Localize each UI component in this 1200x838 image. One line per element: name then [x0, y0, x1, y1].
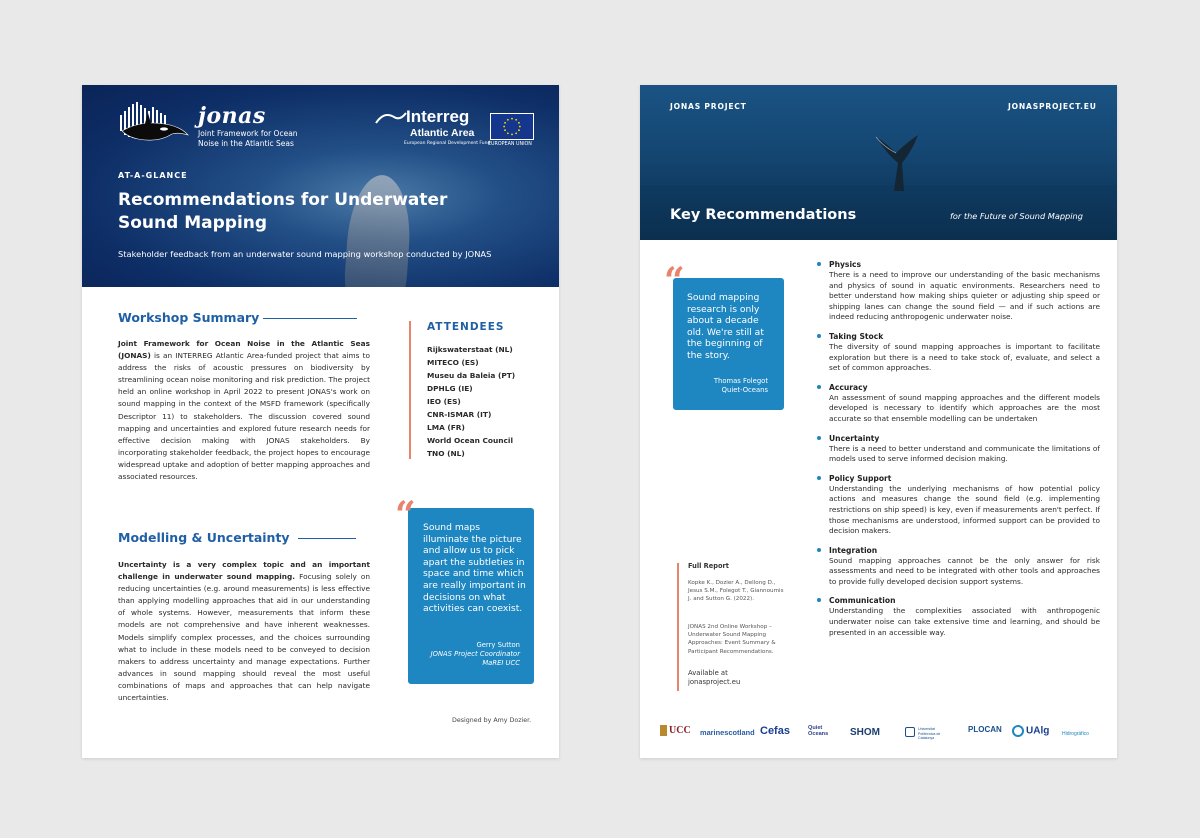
- whale-tail-icon: [872, 133, 922, 191]
- page-title: Key Recommendations: [670, 207, 857, 223]
- header-project-label: JONAS PROJECT: [670, 102, 747, 111]
- workshop-summary-text: [118, 338, 370, 483]
- kicker-label: AT-A-GLANCE: [118, 171, 188, 180]
- attendee-item: Museu da Baleia (PT): [427, 371, 516, 380]
- page-key-recommendations: [640, 85, 1117, 758]
- attendee-item: World Ocean Council: [427, 436, 513, 445]
- heading-rule: [298, 538, 356, 539]
- attendees-heading: ATTENDEES: [427, 321, 505, 333]
- recommendation-text: Understanding the underlying mechanisms of how potential policy actions and measures change the sound field (e.g. implementing restrictions on ship speed) is key, even if measurements aren't perfect. If those mechanisms are understood, informed support can be provided to decision makers.: [829, 483, 1100, 536]
- quote-org-text: MaREI UCC: [482, 659, 520, 667]
- jonas-logo: [118, 101, 298, 151]
- quote-org: Quiet-Oceans: [721, 386, 768, 394]
- partner-logo-quiet-oceans: Quiet Oceans: [808, 725, 829, 738]
- page-subtitle: for the Future of Sound Mapping: [950, 211, 1083, 221]
- interreg-fund: European Regional Development Fund: [404, 141, 491, 146]
- quote-org: [410, 659, 520, 668]
- recommendation-title: Accuracy: [829, 382, 868, 392]
- eu-flag-icon: [490, 113, 534, 140]
- modelling-text: [118, 559, 370, 704]
- report-availability: [688, 669, 740, 688]
- quote-role-text: JONAS Project Coordinator: [430, 650, 520, 658]
- attendee-item: TNO (NL): [427, 449, 465, 458]
- recommendation-title: Policy Support: [829, 473, 892, 483]
- quote-card: [408, 508, 534, 684]
- attendee-item: DPHLG (IE): [427, 384, 473, 393]
- partner-name: Universitat Politècnica de Catalunya: [918, 727, 941, 741]
- report-authors: Kopke K., Dozier A., Dellong D., Jesus S.M., Folegot T., Giannoumis J. and Sutton G. (2022).: [688, 580, 784, 603]
- eu-caption: EUROPEAN UNION: [488, 142, 532, 147]
- partner-name: UAlg: [1026, 725, 1050, 737]
- quote-attribution: [678, 377, 768, 395]
- jonas-logo-subtitle: Joint Framework for Ocean Noise in the Atlantic Seas: [198, 129, 298, 148]
- partner-logo-hidrografico: Hidrográfico: [1062, 731, 1089, 737]
- interreg-area: Atlantic Area: [410, 127, 475, 139]
- quote-attribution: [410, 641, 520, 668]
- partner-logo-ualg: [1012, 725, 1049, 745]
- heading-rule: [263, 318, 357, 319]
- partner-logo-upc: [905, 727, 951, 747]
- page-subtitle: Stakeholder feedback from an underwater sound mapping workshop conducted by JONAS: [118, 249, 492, 259]
- recommendation-accuracy: [817, 382, 1100, 425]
- recommendation-text: Understanding the complexities associated with anthropogenic underwater noise can take extensive time and learning, and should be presented in an accessible way.: [829, 606, 1100, 637]
- recommendation-text: Sound mapping approaches cannot be the only answer for risk assessments and need to be integrated with other tools and approaches to provide fully developed decision support systems.: [829, 555, 1100, 586]
- quote-mark-icon: “: [664, 260, 685, 302]
- recommendation-text: There is a need to better understand and communicate the limitations of models used to serve informed decision making.: [829, 443, 1100, 464]
- attendee-item: CNR-ISMAR (IT): [427, 410, 492, 419]
- attendee-item: IEO (ES): [427, 397, 461, 406]
- partner-logo-shom: SHOM: [850, 727, 880, 738]
- recommendation-text: The diversity of sound mapping approaches is important to facilitate exploration but there is a need to take stock of, evaluate, and select a set of common approaches.: [829, 341, 1100, 373]
- attendee-item: MITECO (ES): [427, 358, 479, 367]
- recommendation-title: Uncertainty: [829, 433, 880, 443]
- partner-logos: [660, 725, 1105, 745]
- recommendation-title: Taking Stock: [829, 331, 884, 341]
- quote-author: Thomas Folegot: [713, 377, 768, 385]
- recommendations-list: [817, 259, 1100, 646]
- full-report-heading: Full Report: [688, 562, 729, 570]
- interreg-logo: [374, 107, 534, 153]
- partner-logo-cefas: Cefas: [760, 725, 790, 737]
- partner-logo-ucc: [660, 725, 691, 745]
- recommendation-physics: [817, 259, 1100, 323]
- orca-logo-icon: [118, 101, 190, 147]
- attendees-accent-bar: [409, 321, 411, 459]
- recommendation-text: There is a need to improve our understanding of the basic mechanisms and physics of sound in aquatic environments. Researchers need to better understand how making ships quieter or adjusting ship speed or shipping lanes can change the sound field — and if such actions are indeed reducing anthropogenic underwater noise.: [829, 270, 1100, 322]
- interreg-name: Interreg: [406, 107, 470, 126]
- recommendation-taking-stock: [817, 331, 1100, 374]
- workshop-summary-heading: Workshop Summary: [118, 310, 260, 325]
- partner-logo-marinescotland: marinescotland: [700, 728, 755, 737]
- report-citation: JONAS 2nd Online Workshop – Underwater Sound Mapping Approaches: Event Summary & Participant Recommendations.: [688, 624, 776, 655]
- page-at-a-glance: [82, 85, 559, 758]
- recommendation-uncertainty: [817, 433, 1100, 465]
- report-link[interactable]: jonasproject.eu: [688, 678, 741, 687]
- recommendation-title: Physics: [829, 260, 862, 269]
- jonas-wordmark: jonas: [198, 103, 266, 129]
- quote-card: [673, 278, 784, 410]
- workshop-body: is an INTERREG Atlantic Area-funded project that aims to address the risks of acoustic pressures on biodiversity by streamlining ocean noise monitoring and risk prediction. The project held an online workshop in April 2022 to present JONAS's work on sound mapping in the context of the MSFD framework (specifically Descriptor 11) to stakeholders. The discussion covered sound mapping and uncertainties and explored future research needs for effective decision making with JONAS stakeholders. By incorporating stakeholder feedback, the project hopes to encourage widespread uptake and adoption of better mapping approaches and associated resources.: [118, 351, 370, 482]
- partner-name: UCC: [669, 725, 691, 736]
- recommendation-integration: [817, 545, 1100, 588]
- recommendation-policy-support: [817, 473, 1100, 537]
- recommendation-text: An assessment of sound mapping approaches and the different models developed is necessary to identify which approaches are the most accurate so that ensemble modelling can be undertaken: [829, 392, 1100, 423]
- quote-text: Sound mapping research is only about a decade old. We're still at the beginning of the story.: [687, 292, 764, 361]
- page-title: Recommendations for Underwater Sound Mapping: [118, 190, 448, 233]
- quote-mark-icon: “: [395, 494, 416, 536]
- recommendation-communication: [817, 595, 1100, 638]
- header-website: JONASPROJECT.EU: [1008, 102, 1097, 111]
- attendees-list: [427, 343, 515, 460]
- partner-logo-plocan: PLOCAN: [968, 725, 1002, 734]
- hero-banner: [82, 85, 559, 287]
- available-label: Available at: [688, 669, 728, 677]
- recommendation-title: Integration: [829, 545, 878, 555]
- quote-author: Gerry Sutton: [476, 641, 520, 649]
- hero-banner: [640, 85, 1117, 240]
- modelling-body: Focusing solely on reducing uncertainties (e.g. around measurements) is less effective than applying modelling approaches that aid in our understanding of whole systems. However, measurements that inform these models are not comprehensive and have inherent weaknesses. Models simplify complex processes, and the choices surrounding what to include in these models need to be conveyed to decision makers to address uncertainty and manage expectations. Further advances in sound mapping should reveal the most useful combinations of maps and approaches that can help navigate uncertainties.: [118, 572, 371, 703]
- attendee-item: LMA (FR): [427, 423, 465, 432]
- quote-role: [410, 650, 520, 659]
- attendee-item: Rijkswaterstaat (NL): [427, 345, 513, 354]
- modelling-lead: Uncertainty is a very complex topic and an important challenge in underwater sound mapping.: [118, 560, 370, 582]
- designer-credit: Designed by Amy Dozier.: [452, 717, 532, 724]
- workshop-lead: Joint Framework for Ocean Noise in the Atlantic Seas (JONAS): [118, 339, 370, 361]
- modelling-heading: Modelling & Uncertainty: [118, 530, 290, 545]
- recommendation-title: Communication: [829, 596, 896, 606]
- report-accent-bar: [677, 563, 679, 691]
- quote-text: Sound maps illuminate the picture and allow us to pick apart the subtleties in space and time which are really important in decisions on what activities can coexist.: [423, 522, 526, 615]
